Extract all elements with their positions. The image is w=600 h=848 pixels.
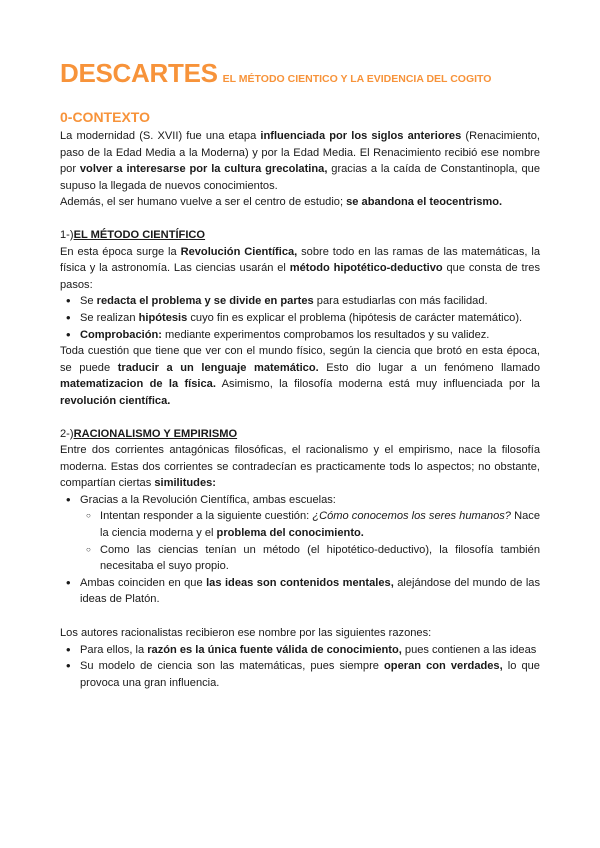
- section-heading-metodo: 1-)EL MÉTODO CIENTÍFICO: [60, 228, 206, 241]
- list-item: • Ambas coinciden en que las ideas son contenidos mentales, alejándose del mundo de las ideas de Platón.: [60, 575, 540, 608]
- list-item: • Gracias a la Revolución Científica, ambas escuelas: ○ Intentan responder a la siguiente cuestión: ¿Cómo conocemos los seres humanos? Nace la ciencia moderna y el problema del conocimiento. ○ Como las ciencias tenían un método (el hipotético-deductivo), la filosofía también necesitaba el suyo propio.: [60, 492, 540, 575]
- paragraph-racionalismo-1: Entre dos corrientes antagónicas filosóficas, el racionalismo y el empirismo, nace la filosofía moderna. Estas dos corrientes se contradecían es practicamente tods lo aspectos; no obstante, compartían ciertas similitudes:: [60, 444, 540, 490]
- metodo-steps-list: [60, 293, 540, 343]
- paragraph-metodo-2: Toda cuestión que tiene que ver con el mundo físico, según la ciencia que brotó en esta época, se puede traducir a un lenguaje matemático. Esto dio lugar a un fenómeno llamado matematizacion de la física. Asimismo, la filosofía moderna está muy influenciada por la revolución científica.: [60, 345, 540, 407]
- title-subtitle: EL MÉTODO CIENTICO Y LA EVIDENCIA DEL COGITO: [222, 73, 492, 85]
- paragraph-contexto-1: La modernidad (S. XVII) fue una etapa influenciada por los siglos anteriores (Renacimiento, paso de la Edad Media a la Moderna) y por la Edad Media. El Renacimiento recibió ese nombre por volver a interesarse por la cultura grecolatina, gracias a la caída de Constantinopla, que supuso la llegada de nuevos conocimientos.: [60, 130, 540, 192]
- section-heading-racionalismo: 2-)RACIONALISMO Y EMPIRISMO: [60, 427, 238, 440]
- section-heading-contexto: 0-CONTEXTO: [60, 109, 150, 125]
- paragraph-racionalismo-2: Los autores racionalistas recibieron ese nombre por las siguientes razones:: [60, 627, 432, 640]
- sub-list-item: ○ Intentan responder a la siguiente cuestión: ¿Cómo conocemos los seres humanos? Nace la ciencia moderna y el problema del conocimiento.: [60, 508, 540, 541]
- sub-list-item: ○ Como las ciencias tenían un método (el hipotético-deductivo), la filosofía también necesitaba el suyo propio.: [60, 542, 540, 575]
- list-item: • Comprobación: mediante experimentos comprobamos los resultados y su validez.: [60, 327, 540, 344]
- similitudes-list: [60, 492, 540, 608]
- paragraph-contexto-2: Además, el ser humano vuelve a ser el centro de estudio; se abandona el teocentrismo.: [60, 196, 503, 209]
- title-main: DESCARTES: [60, 58, 218, 88]
- paragraph-metodo-1: En esta época surge la Revolución Científica, sobre todo en las ramas de las matemáticas, la física y la astronomía. Las ciencias usarán el método hipotético-deductivo que consta de tres pasos:: [60, 245, 540, 291]
- document-title: [60, 58, 540, 89]
- list-item: • Se realizan hipótesis cuyo fin es explicar el problema (hipótesis de carácter matemático).: [60, 310, 540, 327]
- similitudes-sublist: [60, 508, 540, 574]
- list-item: • Su modelo de ciencia son las matemáticas, pues siempre operan con verdades, lo que provoca una gran influencia.: [60, 658, 540, 691]
- razones-list: [60, 642, 540, 692]
- list-item: • Para ellos, la razón es la única fuente válida de conocimiento, pues contienen a las ideas: [60, 642, 540, 659]
- list-item: • Se redacta el problema y se divide en partes para estudiarlas con más facilidad.: [60, 293, 540, 310]
